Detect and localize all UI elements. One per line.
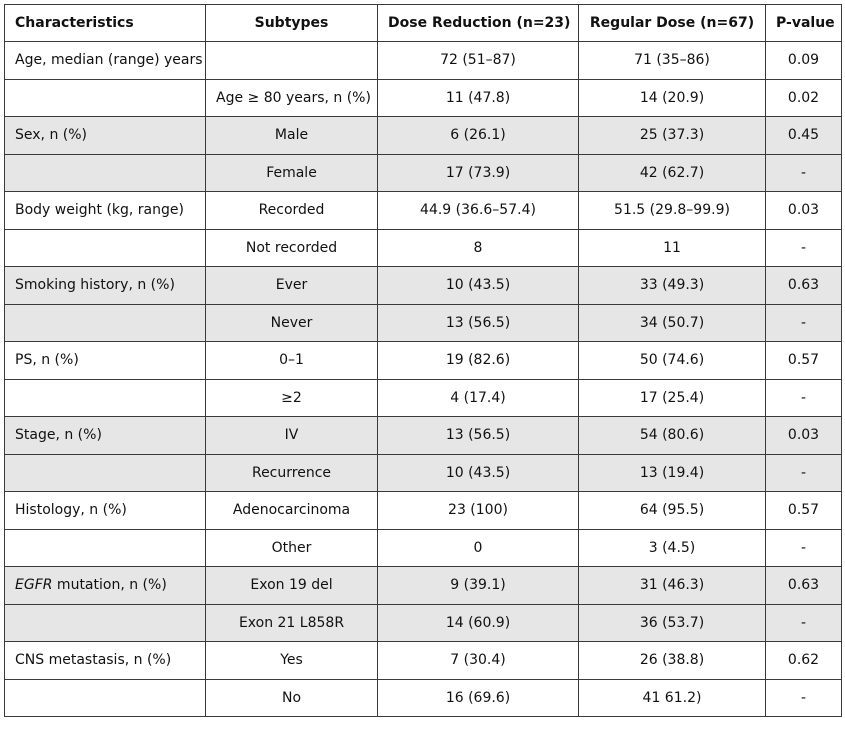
cell-p-value: - [766, 529, 842, 567]
cell-subtype: Never [206, 304, 378, 342]
cell-regular-dose: 54 (80.6) [579, 417, 766, 455]
cell-characteristic: Histology, n (%) [5, 492, 206, 530]
cell-p-value: 0.63 [766, 567, 842, 605]
table-row [5, 679, 842, 717]
table-row [5, 642, 842, 680]
cell-p-value: 0.45 [766, 117, 842, 155]
table-row [5, 154, 842, 192]
egfr-italic-label: EGFR [15, 577, 53, 594]
cell-p-value: - [766, 454, 842, 492]
cell-subtype: Not recorded [206, 229, 378, 267]
cell-characteristic [5, 304, 206, 342]
cell-characteristic [5, 567, 206, 605]
cell-p-value: 0.57 [766, 492, 842, 530]
cell-dose-reduction: 17 (73.9) [378, 154, 579, 192]
cell-p-value: 0.03 [766, 417, 842, 455]
cell-regular-dose: 36 (53.7) [579, 604, 766, 642]
cell-regular-dose: 71 (35–86) [579, 42, 766, 80]
cell-p-value: - [766, 679, 842, 717]
cell-p-value: 0.03 [766, 192, 842, 230]
cell-subtype: Yes [206, 642, 378, 680]
cell-dose-reduction: 23 (100) [378, 492, 579, 530]
table-row [5, 267, 842, 305]
cell-characteristic [5, 529, 206, 567]
cell-dose-reduction: 19 (82.6) [378, 342, 579, 380]
cell-subtype: Age ≥ 80 years, n (%) [206, 79, 378, 117]
cell-characteristic [5, 454, 206, 492]
egfr-label-suffix: mutation, n (%) [52, 577, 167, 594]
cell-regular-dose: 33 (49.3) [579, 267, 766, 305]
table-row [5, 492, 842, 530]
cell-subtype: Ever [206, 267, 378, 305]
cell-regular-dose: 13 (19.4) [579, 454, 766, 492]
cell-characteristic [5, 79, 206, 117]
cell-subtype: Recorded [206, 192, 378, 230]
table-row [5, 529, 842, 567]
header-regular-dose: Regular Dose (n=67) [579, 5, 766, 42]
cell-dose-reduction: 7 (30.4) [378, 642, 579, 680]
cell-regular-dose: 50 (74.6) [579, 342, 766, 380]
cell-p-value: 0.57 [766, 342, 842, 380]
cell-regular-dose: 64 (95.5) [579, 492, 766, 530]
cell-subtype: Other [206, 529, 378, 567]
table-row [5, 567, 842, 605]
cell-p-value: 0.62 [766, 642, 842, 680]
cell-dose-reduction: 10 (43.5) [378, 454, 579, 492]
cell-regular-dose: 17 (25.4) [579, 379, 766, 417]
table-row [5, 79, 842, 117]
cell-dose-reduction: 6 (26.1) [378, 117, 579, 155]
cell-characteristic: Sex, n (%) [5, 117, 206, 155]
cell-subtype: ≥2 [206, 379, 378, 417]
cell-regular-dose: 25 (37.3) [579, 117, 766, 155]
cell-regular-dose: 31 (46.3) [579, 567, 766, 605]
cell-regular-dose: 34 (50.7) [579, 304, 766, 342]
cell-characteristic: Age, median (range) years [5, 42, 206, 80]
table-row [5, 42, 842, 80]
cell-regular-dose: 14 (20.9) [579, 79, 766, 117]
cell-subtype: Female [206, 154, 378, 192]
cell-dose-reduction: 16 (69.6) [378, 679, 579, 717]
table-row [5, 604, 842, 642]
cell-characteristic: PS, n (%) [5, 342, 206, 380]
header-dose-reduction: Dose Reduction (n=23) [378, 5, 579, 42]
cell-p-value: - [766, 604, 842, 642]
cell-dose-reduction: 0 [378, 529, 579, 567]
cell-characteristic [5, 229, 206, 267]
cell-characteristic: CNS metastasis, n (%) [5, 642, 206, 680]
cell-p-value: 0.09 [766, 42, 842, 80]
cell-dose-reduction: 14 (60.9) [378, 604, 579, 642]
cell-subtype: Recurrence [206, 454, 378, 492]
cell-dose-reduction: 13 (56.5) [378, 304, 579, 342]
header-row [5, 5, 842, 42]
cell-regular-dose: 26 (38.8) [579, 642, 766, 680]
cell-subtype: 0–1 [206, 342, 378, 380]
table-row [5, 417, 842, 455]
cell-dose-reduction: 9 (39.1) [378, 567, 579, 605]
cell-p-value: - [766, 304, 842, 342]
cell-dose-reduction: 10 (43.5) [378, 267, 579, 305]
cell-characteristic: Smoking history, n (%) [5, 267, 206, 305]
header-subtypes: Subtypes [206, 5, 378, 42]
cell-regular-dose: 3 (4.5) [579, 529, 766, 567]
table-row [5, 304, 842, 342]
cell-dose-reduction: 44.9 (36.6–57.4) [378, 192, 579, 230]
table-row [5, 229, 842, 267]
header-p-value: P-value [766, 5, 842, 42]
cell-p-value: - [766, 229, 842, 267]
characteristics-table [4, 4, 842, 717]
cell-regular-dose: 41 61.2) [579, 679, 766, 717]
header-characteristics: Characteristics [5, 5, 206, 42]
cell-characteristic: Stage, n (%) [5, 417, 206, 455]
cell-characteristic [5, 604, 206, 642]
table-row [5, 117, 842, 155]
cell-p-value: - [766, 154, 842, 192]
cell-characteristic [5, 154, 206, 192]
table-row [5, 454, 842, 492]
cell-p-value: - [766, 379, 842, 417]
cell-dose-reduction: 11 (47.8) [378, 79, 579, 117]
cell-dose-reduction: 4 (17.4) [378, 379, 579, 417]
cell-p-value: 0.63 [766, 267, 842, 305]
cell-subtype: No [206, 679, 378, 717]
cell-subtype: Exon 21 L858R [206, 604, 378, 642]
cell-dose-reduction: 8 [378, 229, 579, 267]
cell-p-value: 0.02 [766, 79, 842, 117]
cell-subtype: Exon 19 del [206, 567, 378, 605]
cell-characteristic [5, 379, 206, 417]
table-row [5, 192, 842, 230]
cell-characteristic [5, 679, 206, 717]
cell-subtype: Male [206, 117, 378, 155]
cell-subtype [206, 42, 378, 80]
cell-regular-dose: 11 [579, 229, 766, 267]
cell-dose-reduction: 72 (51–87) [378, 42, 579, 80]
cell-regular-dose: 51.5 (29.8–99.9) [579, 192, 766, 230]
table-row [5, 342, 842, 380]
table-row [5, 379, 842, 417]
cell-characteristic: Body weight (kg, range) [5, 192, 206, 230]
cell-dose-reduction: 13 (56.5) [378, 417, 579, 455]
cell-regular-dose: 42 (62.7) [579, 154, 766, 192]
cell-subtype: Adenocarcinoma [206, 492, 378, 530]
cell-subtype: IV [206, 417, 378, 455]
